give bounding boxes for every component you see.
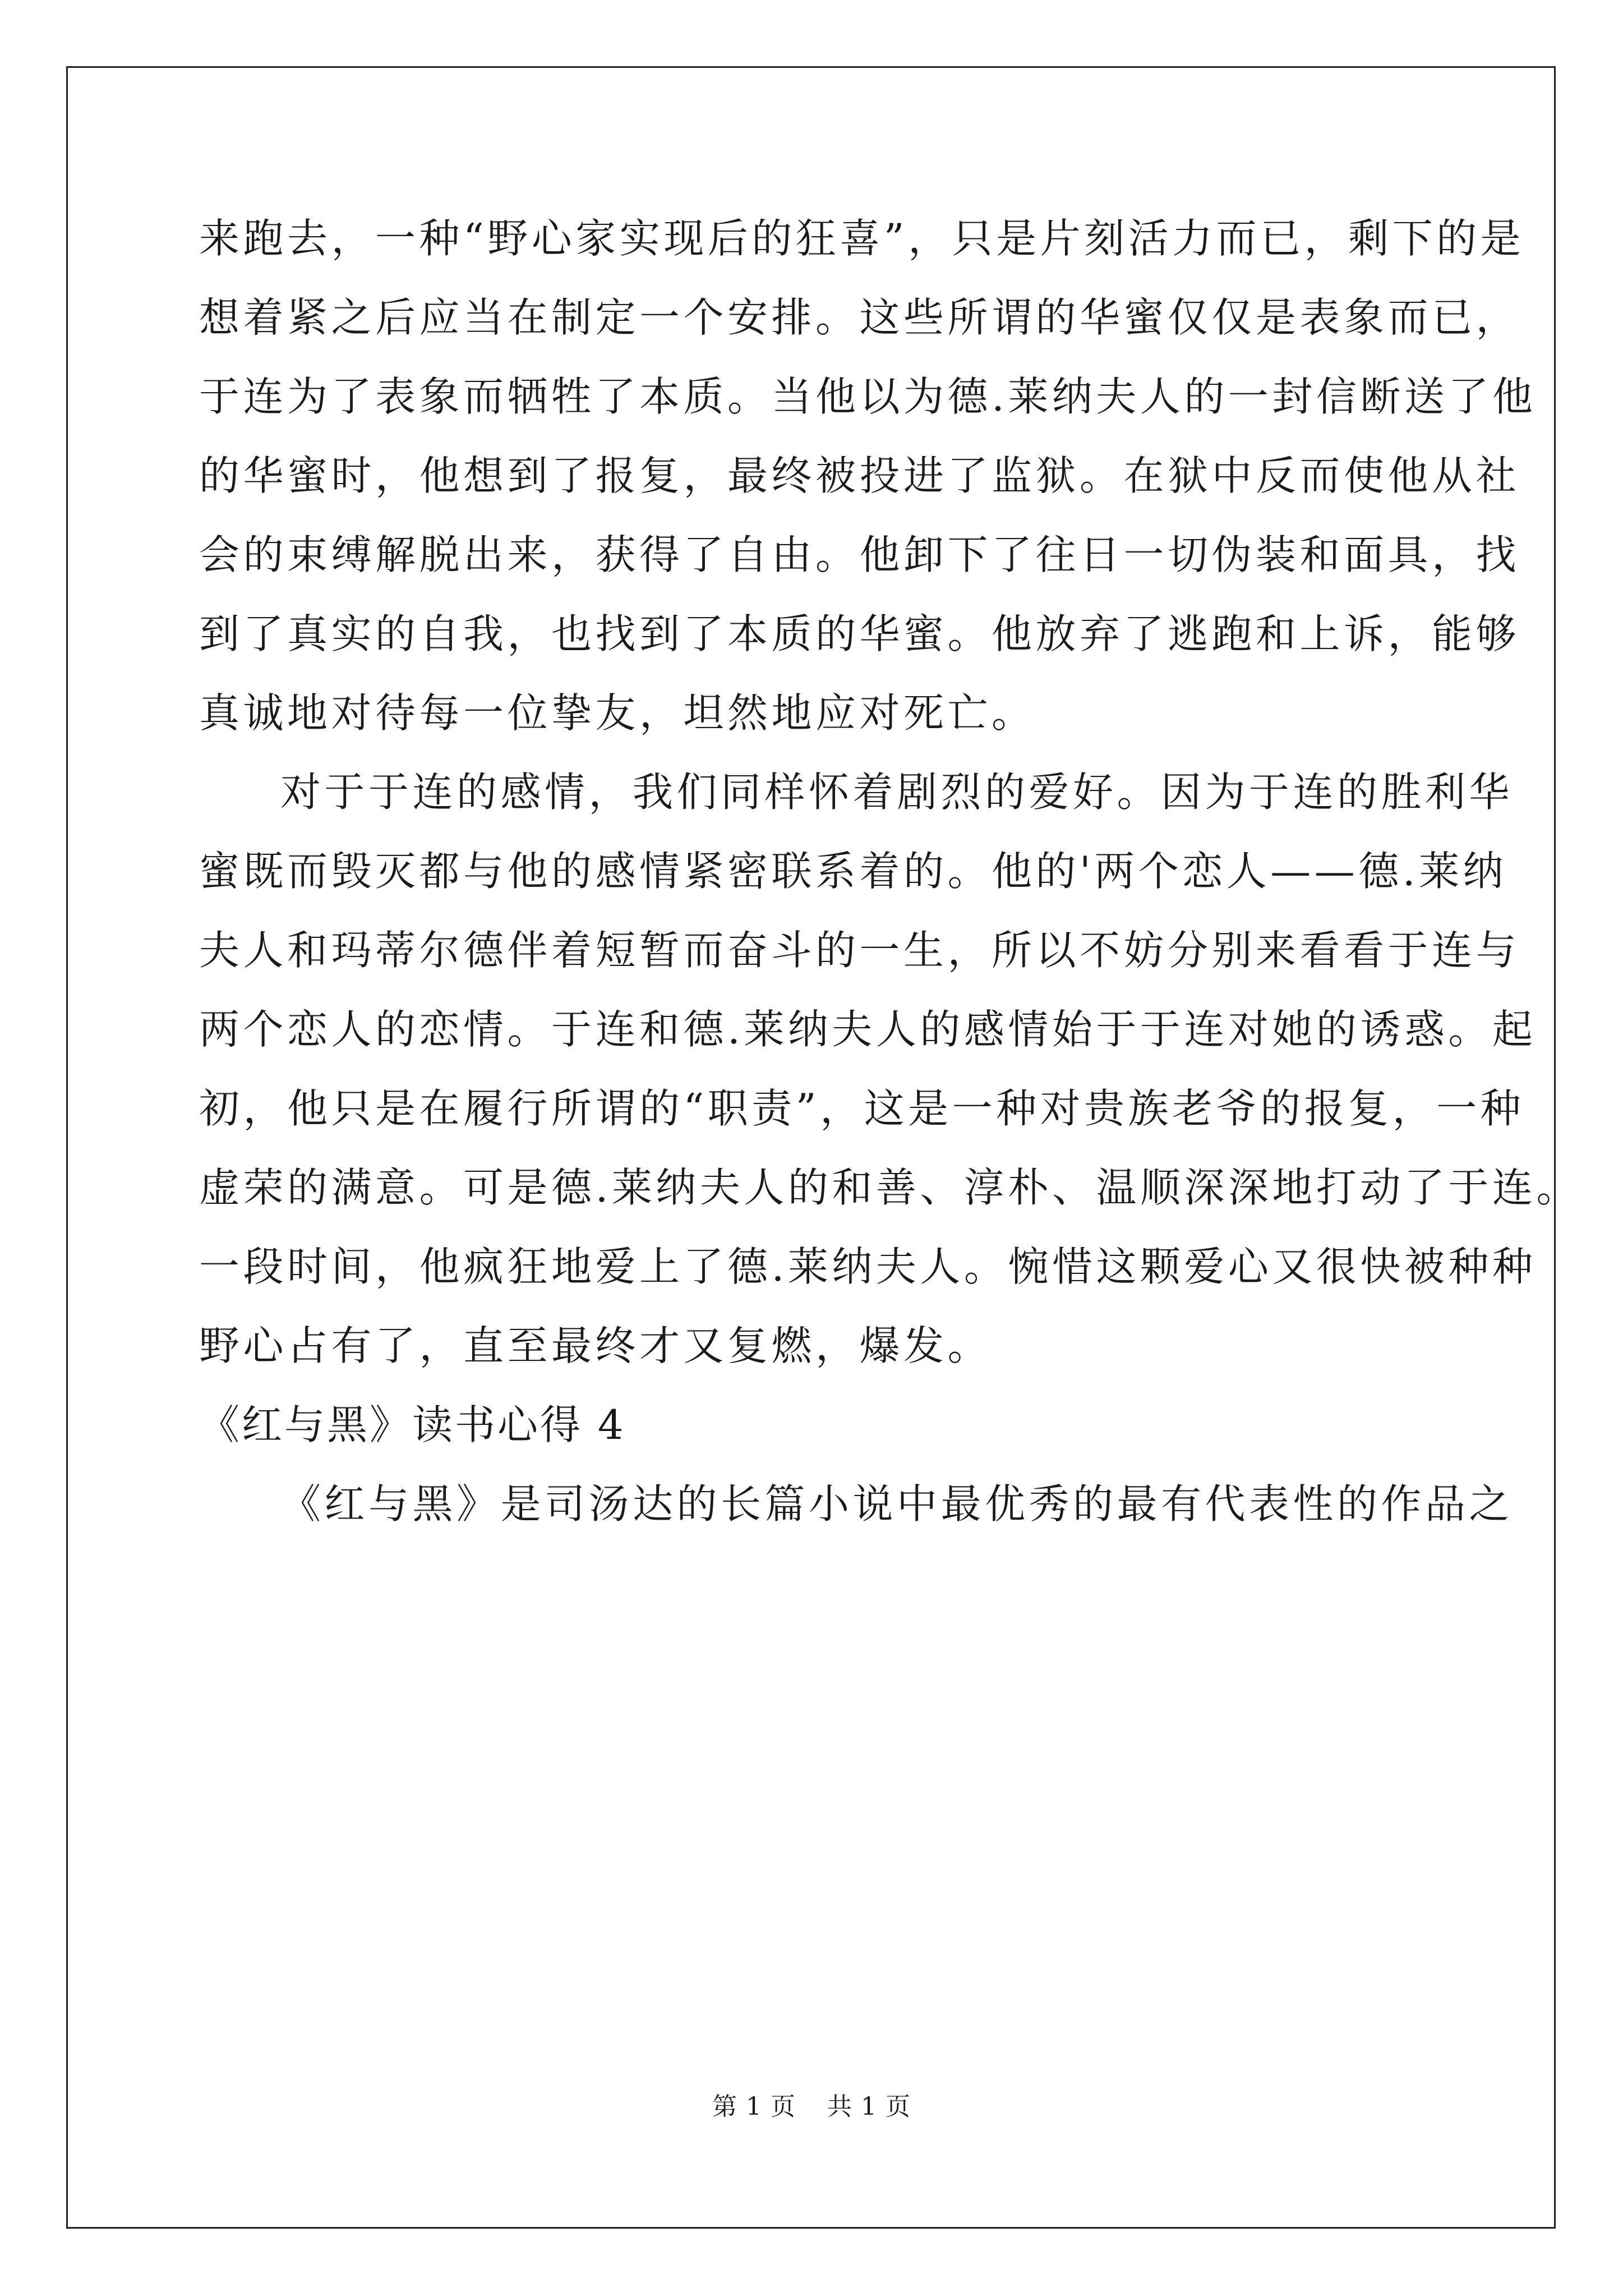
paragraph-line: 一段时间，他疯狂地爱上了德.莱纳夫人。惋惜这颗爱心又很快被种种 — [199, 1243, 1537, 1290]
paragraph-line: 来跑去，一种“野心家实现后的狂喜”，只是片刻活力而已，剩下的是 — [199, 215, 1525, 262]
paragraph-line: 蜜既而毁灭都与他的感情紧密联系着的。他的'两个恋人——德.莱纳 — [199, 848, 1507, 895]
page-number: 第 1 页 — [712, 2092, 796, 2121]
paragraph-line: 夫人和玛蒂尔德伴着短暂而奋斗的一生，所以不妨分别来看看于连与 — [199, 927, 1520, 974]
paragraph-line: 会的束缚解脱出来，获得了自由。他卸下了往日一切伪装和面具，找 — [199, 531, 1520, 578]
paragraph-line: 对于于连的感情，我们同样怀着剧烈的爱好。因为于连的胜利华 — [280, 769, 1514, 816]
page-footer — [0, 2090, 1623, 2124]
page-total: 共 1 页 — [827, 2092, 911, 2121]
paragraph-line: 虚荣的满意。可是德.莱纳夫人的和善、淳朴、温顺深深地打动了于连。 — [199, 1164, 1580, 1211]
document-body — [199, 199, 1580, 1544]
paragraph-line: 《红与黑》是司汤达的长篇小说中最优秀的最有代表性的作品之 — [280, 1480, 1514, 1527]
paragraph-line: 想着紧之后应当在制定一个安排。这些所谓的华蜜仅仅是表象而已， — [199, 294, 1520, 341]
paragraph-line: 于连为了表象而牺牲了本质。当他以为德.莱纳夫人的一封信断送了他 — [199, 373, 1537, 420]
paragraph-line: 初，他只是在履行所谓的“职责”，这是一种对贵族老爷的报复，一种 — [199, 1085, 1525, 1132]
section-heading: 《红与黑》读书心得 4 — [199, 1401, 626, 1448]
paragraph-line: 的华蜜时，他想到了报复，最终被投进了监狱。在狱中反而使他从社 — [199, 452, 1520, 499]
paragraph-line: 真诚地对待每一位挚友，坦然地应对死亡。 — [199, 689, 1036, 737]
paragraph-line: 野心占有了，直至最终才又复燃，爆发。 — [199, 1322, 992, 1369]
paragraph-line: 到了真实的自我，也找到了本质的华蜜。他放弃了逃跑和上诉，能够 — [199, 610, 1520, 657]
paragraph-line: 两个恋人的恋情。于连和德.莱纳夫人的感情始于于连对她的诱惑。起 — [199, 1006, 1537, 1053]
